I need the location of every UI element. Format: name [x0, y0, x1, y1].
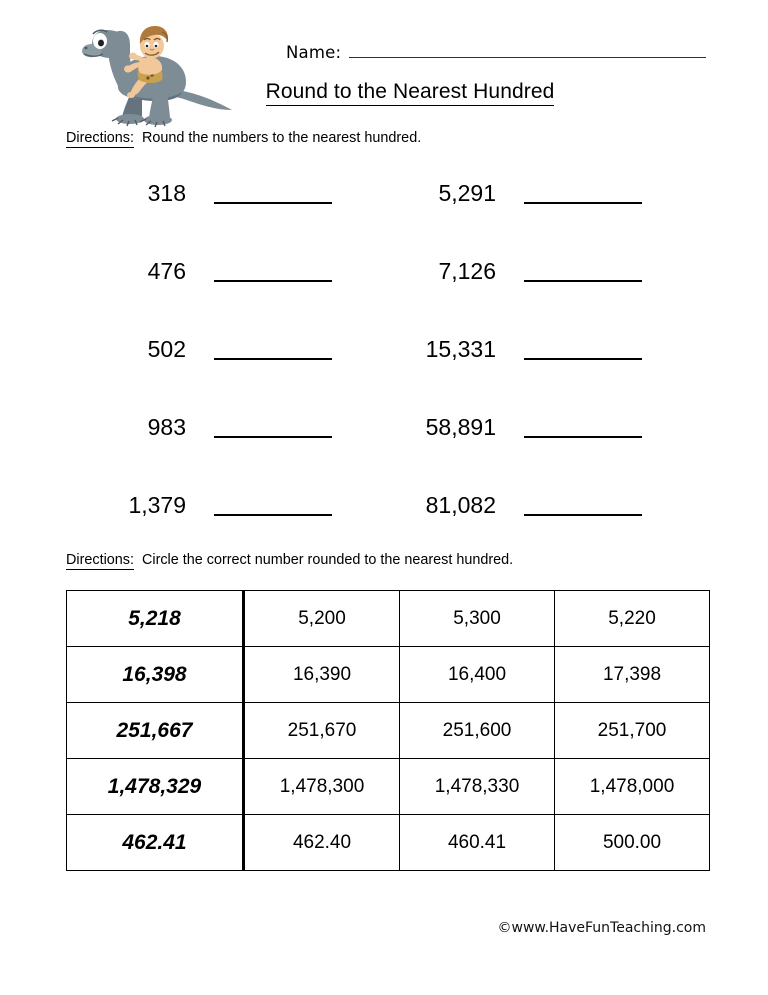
- choice-option[interactable]: 251,700: [555, 703, 710, 759]
- choice-option[interactable]: 16,400: [400, 647, 555, 703]
- choice-option[interactable]: 500.00: [555, 815, 710, 871]
- table-row: [67, 647, 710, 703]
- answer-blank[interactable]: [524, 336, 642, 360]
- choice-option[interactable]: 1,478,000: [555, 759, 710, 815]
- exercise-number: 7,126: [438, 258, 496, 284]
- answer-blank[interactable]: [214, 180, 332, 204]
- directions-label: Directions:: [66, 130, 134, 146]
- exercise-number: 502: [147, 336, 186, 362]
- choice-option[interactable]: 251,670: [244, 703, 400, 759]
- circle-choice-table: [66, 590, 710, 871]
- exercise-item: [66, 246, 376, 286]
- exercise-number: 81,082: [425, 492, 496, 518]
- exercise-item: [66, 402, 376, 442]
- exercise-item: [376, 480, 686, 520]
- directions-text: Circle the correct number rounded to the nearest hundred.: [141, 552, 514, 568]
- answer-blank[interactable]: [524, 414, 642, 438]
- answer-blank[interactable]: [214, 414, 332, 438]
- directions-section-two: [66, 552, 513, 568]
- choice-option[interactable]: 462.40: [244, 815, 400, 871]
- page-title-text: Round to the Nearest Hundred: [266, 80, 555, 106]
- choice-option[interactable]: 5,220: [555, 591, 710, 647]
- exercise-number: 983: [147, 414, 186, 440]
- choice-option[interactable]: 5,300: [400, 591, 555, 647]
- exercise-item: [376, 324, 686, 364]
- given-number: 1,478,329: [67, 759, 244, 815]
- table-row: [67, 759, 710, 815]
- choice-option[interactable]: 17,398: [555, 647, 710, 703]
- choice-option[interactable]: 1,478,330: [400, 759, 555, 815]
- table-row: [67, 815, 710, 871]
- given-number: 251,667: [67, 703, 244, 759]
- exercise-item: [376, 246, 686, 286]
- exercise-row: [66, 480, 686, 520]
- exercise-item: [66, 480, 376, 520]
- choice-option[interactable]: 1,478,300: [244, 759, 400, 815]
- exercise-row: [66, 168, 686, 208]
- page-title: [200, 80, 620, 104]
- answer-blank[interactable]: [524, 492, 642, 516]
- given-number: 462.41: [67, 815, 244, 871]
- exercise-number: 476: [147, 258, 186, 284]
- name-field-row: [286, 42, 706, 68]
- choice-option[interactable]: 16,390: [244, 647, 400, 703]
- answer-blank[interactable]: [524, 180, 642, 204]
- given-number: 5,218: [67, 591, 244, 647]
- exercise-number: 5,291: [438, 180, 496, 206]
- exercise-row: [66, 402, 686, 442]
- footer-credit: ©www.HaveFunTeaching.com: [497, 920, 706, 936]
- exercise-number: 1,379: [128, 492, 186, 518]
- exercise-row: [66, 324, 686, 364]
- dinosaur-with-caveman-icon: [72, 18, 240, 130]
- choice-option[interactable]: 5,200: [244, 591, 400, 647]
- exercise-item: [376, 168, 686, 208]
- exercise-number: 318: [147, 180, 186, 206]
- exercise-item: [66, 324, 376, 364]
- exercise-item: [376, 402, 686, 442]
- choice-option[interactable]: 251,600: [400, 703, 555, 759]
- answer-blank[interactable]: [214, 336, 332, 360]
- directions-text: Round the numbers to the nearest hundred.: [141, 130, 422, 146]
- name-label: Name:: [286, 43, 342, 62]
- given-number: 16,398: [67, 647, 244, 703]
- exercise-number: 15,331: [425, 336, 496, 362]
- name-input-blank[interactable]: [349, 42, 706, 58]
- directions-section-one: [66, 130, 421, 146]
- answer-blank[interactable]: [524, 258, 642, 282]
- exercise-row: [66, 246, 686, 286]
- table-row: [67, 703, 710, 759]
- exercise-item: [66, 168, 376, 208]
- exercise-number: 58,891: [425, 414, 496, 440]
- answer-blank[interactable]: [214, 492, 332, 516]
- answer-blank[interactable]: [214, 258, 332, 282]
- table-row: [67, 591, 710, 647]
- round-numbers-exercise: [66, 168, 686, 536]
- choice-option[interactable]: 460.41: [400, 815, 555, 871]
- directions-label: Directions:: [66, 552, 134, 568]
